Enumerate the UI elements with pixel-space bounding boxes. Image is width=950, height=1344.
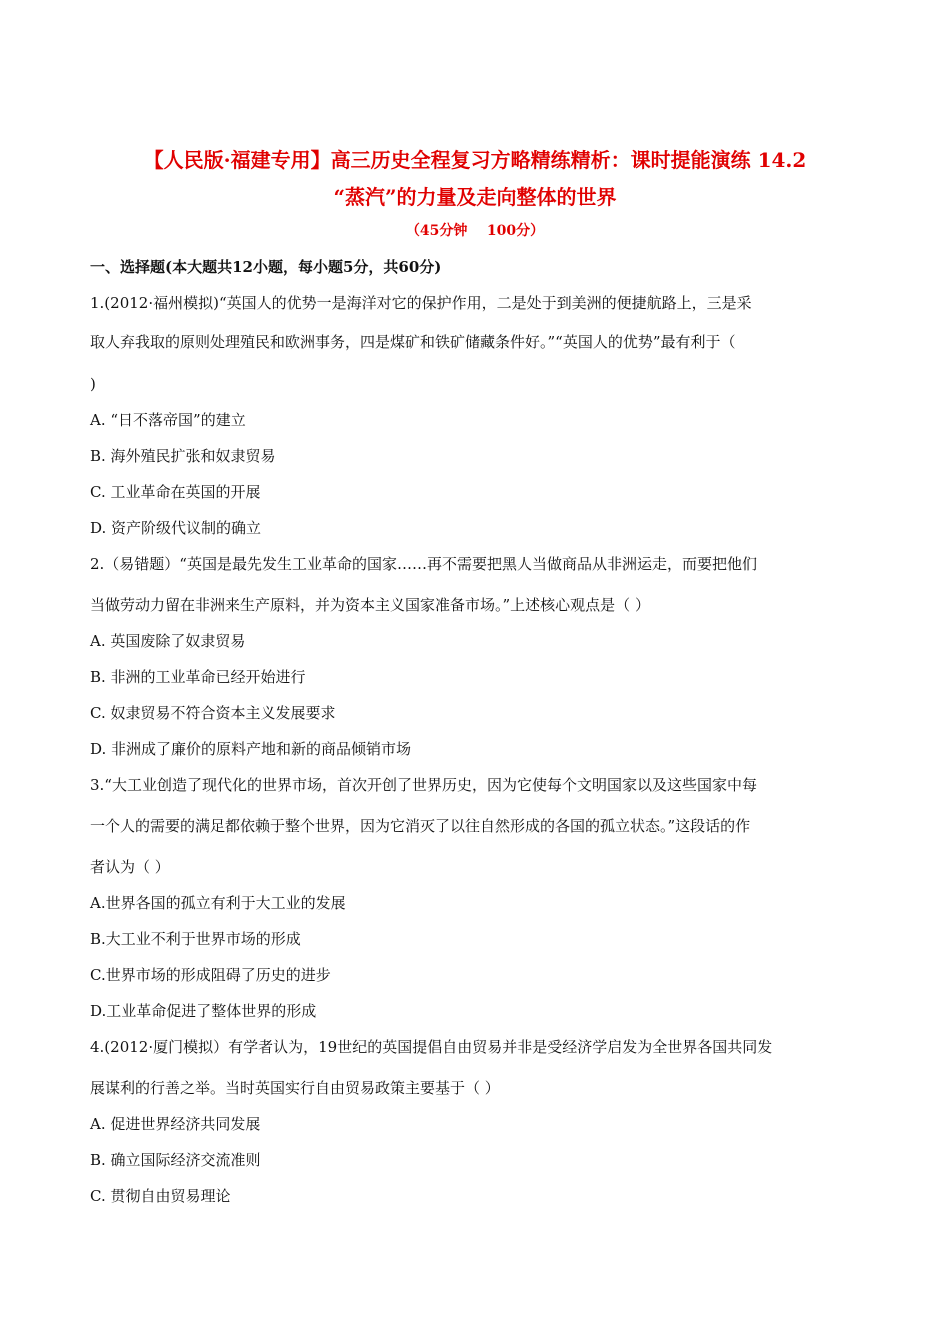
q3-option-a: A.世界各国的孤立有利于大工业的发展 <box>90 894 346 912</box>
q1-option-d: D. 资产阶级代议制的确立 <box>90 519 262 537</box>
q3-option-b: B.大工业不利于世界市场的形成 <box>90 930 301 948</box>
q3-option-c: C.世界市场的形成阻碍了历史的进步 <box>90 966 331 984</box>
q1-option-a: A. “日不落帝国”的建立 <box>90 411 246 429</box>
q1-stem-line2: 取人弃我取的原则处理殖民和欧洲事务，四是煤矿和铁矿储藏条件好。”“英国人的优势”最有利于（ <box>90 333 736 351</box>
q1-option-b: B. 海外殖民扩张和奴隶贸易 <box>90 447 276 465</box>
exam-duration-score: （45分钟 100分） <box>405 223 545 239</box>
q3-stem-line1: 3.“大工业创造了现代化的世界市场，首次开创了世界历史，因为它使每个文明国家以及这些国家中每 <box>90 776 757 794</box>
q3-option-d: D.工业革命促进了整体世界的形成 <box>90 1002 317 1020</box>
q4-option-b: B. 确立国际经济交流准则 <box>90 1151 261 1169</box>
section-heading: 一、选择题(本大题共12小题，每小题5分，共60分) <box>90 258 442 276</box>
q2-option-c: C. 奴隶贸易不符合资本主义发展要求 <box>90 704 336 722</box>
q3-stem-line3: 者认为（ ） <box>90 858 170 876</box>
q4-option-c: C. 贯彻自由贸易理论 <box>90 1187 231 1205</box>
q2-option-b: B. 非洲的工业革命已经开始进行 <box>90 668 306 686</box>
q4-option-a: A. 促进世界经济共同发展 <box>90 1115 261 1133</box>
q3-stem-line2: 一个人的需要的满足都依赖于整个世界，因为它消灭了以往自然形成的各国的孤立状态。”这段话的作 <box>90 817 751 835</box>
q1-stem-line3: ) <box>90 375 96 393</box>
q4-stem-line1: 4.(2012·厦门模拟）有学者认为，19世纪的英国提倡自由贸易并非是受经济学启发为全世界各国共同发 <box>90 1038 773 1056</box>
q1-option-c: C. 工业革命在英国的开展 <box>90 483 261 501</box>
q4-stem-line2: 展谋利的行善之举。当时英国实行自由贸易政策主要基于（ ） <box>90 1079 500 1097</box>
q2-option-a: A. 英国废除了奴隶贸易 <box>90 632 246 650</box>
q2-stem-line1: 2.（易错题）“英国是最先发生工业革命的国家……再不需要把黑人当做商品从非洲运走，而要把他们 <box>90 555 757 573</box>
q2-stem-line2: 当做劳动力留在非洲来生产原料，并为资本主义国家准备市场。”上述核心观点是（ ） <box>90 596 650 614</box>
document-title-line2: “蒸汽”的力量及走向整体的世界 <box>333 185 617 209</box>
q1-stem-line1: 1.(2012·福州模拟)“英国人的优势一是海洋对它的保护作用，二是处于到美洲的便捷航路上，三是采 <box>90 294 752 312</box>
q2-option-d: D. 非洲成了廉价的原料产地和新的商品倾销市场 <box>90 740 412 758</box>
document-title-line1: 【人民版·福建专用】高三历史全程复习方略精练精析：课时提能演练 14.2 <box>143 148 807 172</box>
